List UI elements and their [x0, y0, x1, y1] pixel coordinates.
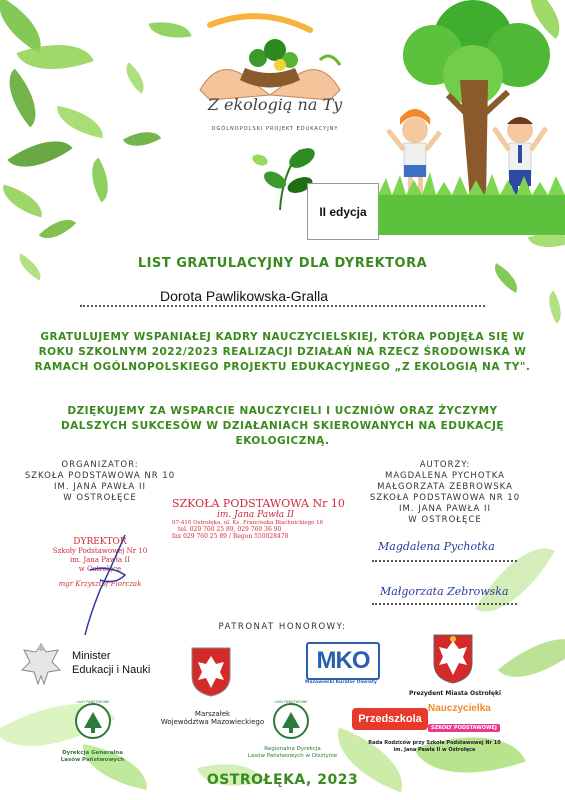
signature-line-2 — [372, 603, 517, 605]
nauczycielka-logo-text: Nauczycielka — [428, 703, 491, 714]
marszalek-label: Marszałek Województwa Mazowieckiego — [160, 710, 265, 726]
nauczycielka-tag: SZKOŁY PODSTAWOWEJ — [428, 724, 500, 732]
mazovia-coat-of-arms-icon — [190, 646, 232, 698]
author-line: MAGDALENA PYCHOTKA — [385, 471, 505, 481]
organizer-line: W OSTROŁĘCE — [63, 493, 137, 503]
project-logo — [180, 10, 370, 210]
przedszkola-logo — [352, 708, 428, 730]
organizer-heading: ORGANIZATOR: — [61, 460, 139, 470]
minister-label: Minister Edukacji i Nauki — [72, 650, 151, 676]
school-stamp-line: im. Jana Pawła II — [217, 510, 295, 520]
lasy-panstwowe-logo-icon — [272, 700, 310, 742]
thanks-text: DZIĘKUJEMY ZA WSPARCIE NAUCZYCIELI I UCZNIÓW ORAZ ŻYCZYMY DALSZYCH SUKCESÓW W DZIAŁANIACH SKIEROWANYCH NA EDUKACJĘ EKOLOGICZNĄ. — [60, 405, 505, 447]
school-stamp — [172, 497, 362, 540]
mko-caption: Mazowiecki Kurator Oświaty — [305, 680, 377, 685]
recipient-dotted-line — [80, 305, 485, 307]
director-stamp-line: Szkoły Podstawowej Nr 10 — [52, 547, 148, 555]
patronage-heading: PATRONAT HONOROWY: — [218, 622, 347, 632]
tree-kids-illustration — [378, 0, 565, 235]
organizer-block — [20, 460, 180, 504]
mko-logo — [306, 642, 380, 680]
director-stamp-line: mgr Krzysztof Florczak — [58, 580, 142, 588]
director-stamp-line: w Ostrołęce — [78, 565, 122, 573]
signature-author-2: Małgorzata Zebrowska — [380, 585, 509, 598]
organizer-line: IM. JANA PAWŁA II — [54, 482, 146, 492]
recipient-name: Dorota Pawlikowska-Gralla — [160, 288, 329, 304]
lasy-regionalna-label: Regionalna Dyrekcja Lasów Państwowych w Olsztynie — [247, 746, 338, 759]
authors-block — [355, 460, 535, 526]
edition-badge — [307, 183, 379, 240]
edition-label: II edycja — [319, 204, 367, 219]
footer-place-date: OSTROŁĘKA, 2023 — [206, 772, 359, 788]
prezydent-label: Prezydent Miasta Ostrołęki — [408, 690, 502, 697]
authors-heading: AUTORZY: — [419, 460, 471, 470]
eagle-emblem-icon — [18, 640, 64, 688]
author-line: IM. JANA PAWŁA II — [399, 504, 491, 514]
lasy-panstwowe-logo-icon — [74, 700, 112, 742]
lasy-badge-text-2: LASY PAŃSTWOWE — [274, 700, 308, 704]
ostroleka-coat-of-arms-icon — [432, 633, 474, 685]
mko-logo-text: MKO — [316, 647, 370, 674]
school-stamp-line: 07-410 Ostrołęka, ul. Ks. Franciszka Blachnickiego 16 — [172, 520, 324, 526]
author-line: MAŁGORZATA ZEBROWSKA — [377, 482, 513, 492]
przedszkola-logo-text: Przedszkola — [358, 713, 422, 725]
organizer-line: SZKOŁA PODSTAWOWA NR 10 — [24, 471, 176, 481]
signature-author-1: Magdalena Pychotka — [378, 540, 495, 553]
rada-rodzicow-label: Rada Rodziców przy Szkole Podstawowej Nr 10 im. Jana Pawła II w Ostrołęce — [368, 740, 501, 753]
school-stamp-line: tel. 029 760 25 89, 029 760 36 90 — [178, 526, 282, 533]
author-line: SZKOŁA PODSTAWOWA NR 10 — [369, 493, 521, 503]
director-stamp-line: DYREKTOR — [73, 537, 127, 547]
lasy-dyrekcja-generalna-label: Dyrekcja Generalna Lasów Państwowych — [60, 750, 125, 763]
letter-title: LIST GRATULACYJNY DLA DYREKTORA — [137, 256, 428, 271]
signature-line-1 — [372, 560, 517, 562]
project-logo-title: Z ekologią na Ty — [207, 95, 343, 114]
author-line: W OSTROŁĘCE — [408, 515, 482, 525]
director-stamp-line: im. Jana Pawła II — [70, 556, 130, 564]
lasy-badge-text-1: LASY PAŃSTWOWE — [76, 700, 110, 704]
school-stamp-line: SZKOŁA PODSTAWOWA Nr 10 — [172, 497, 345, 510]
school-stamp-line: fax 029 760 25 89 / Regon 550028478 — [172, 533, 289, 540]
project-logo-subtitle: OGÓLNOPOLSKI PROJEKT EDUKACYJNY — [211, 126, 339, 132]
nauczycielka-logo — [428, 703, 508, 733]
congratulation-text: GRATULUJEMY WSPANIAŁEJ KADRY NAUCZYCIELSKIEJ, KTÓRA PODJĘŁA SIĘ W ROKU SZKOLNYM 2022/2023 REALIZACJI DZIAŁAŃ NA RZECZ ŚRODOWISKA W RAMACH OGÓLNOPOLSKIEGO PROJEKTU EDUKACYJNEGO „Z EKOLOGIĄ NA TY". — [34, 331, 531, 373]
